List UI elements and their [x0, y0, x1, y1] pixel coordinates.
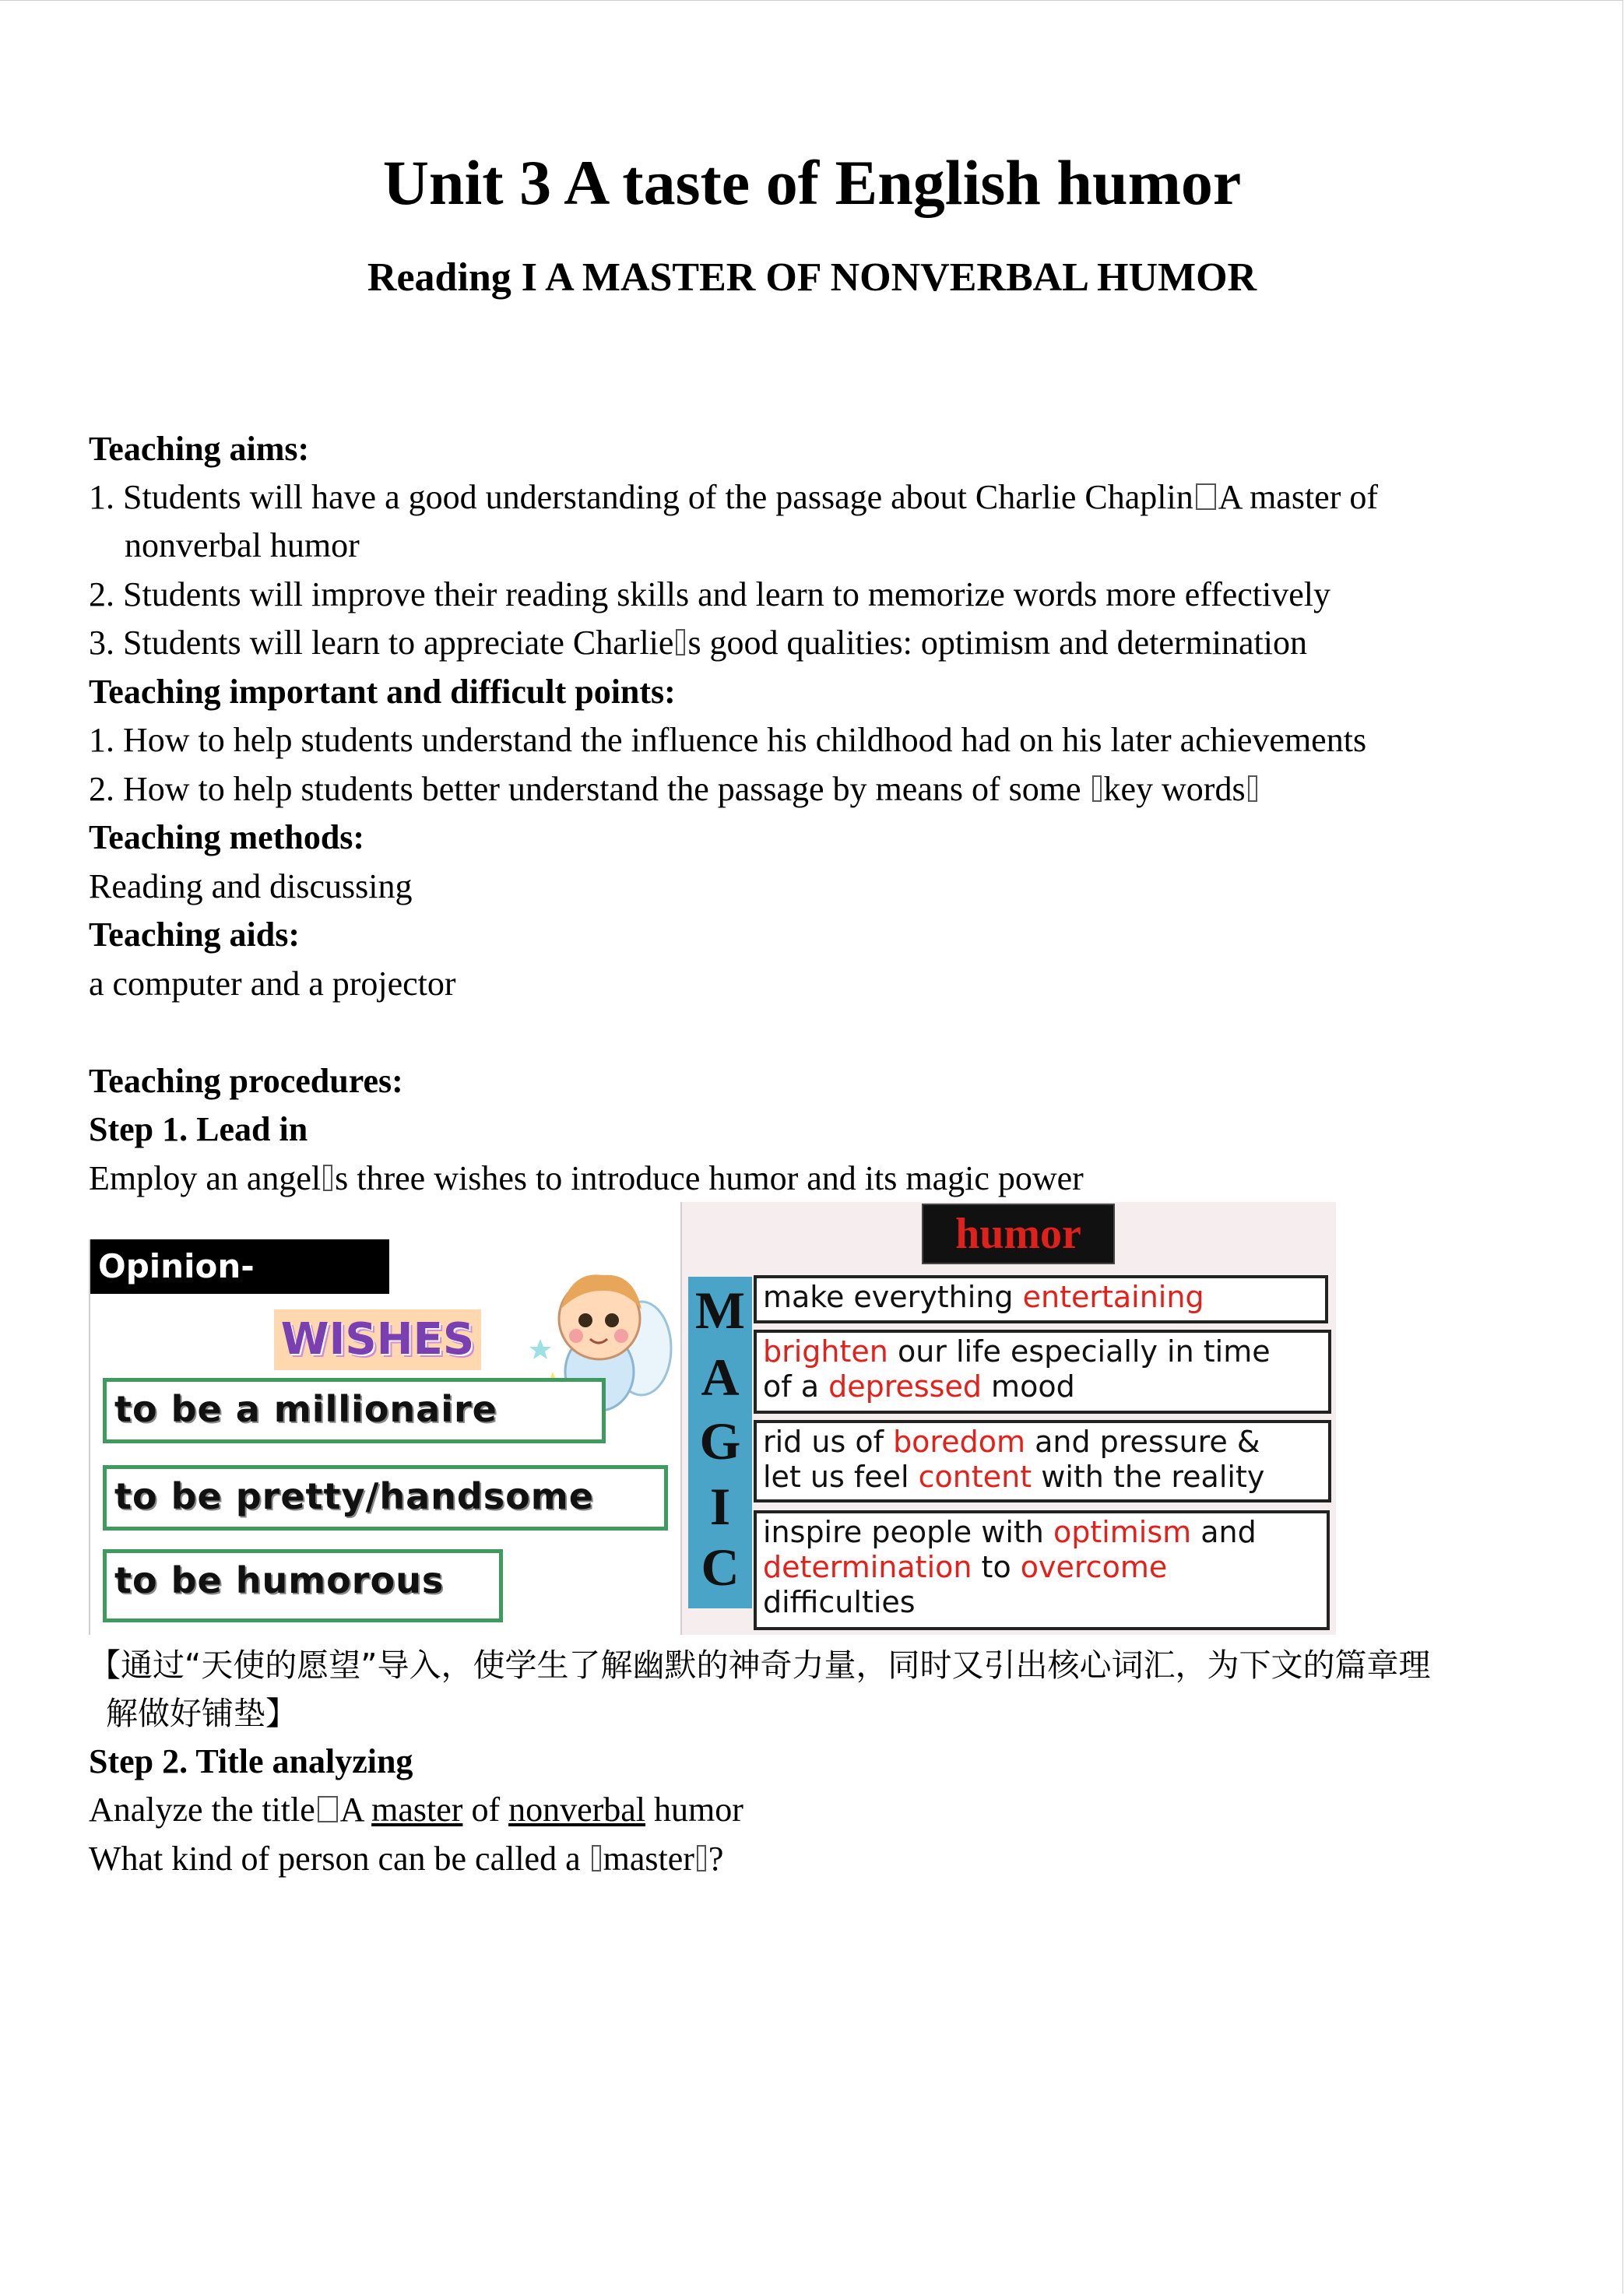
magic-letter-m: M: [694, 1281, 746, 1340]
aids-heading: Teaching aids:: [89, 916, 301, 954]
missing-glyph-box: [323, 1165, 332, 1191]
step2-analyze: Analyze the title A master of nonverbal humor: [89, 1791, 743, 1829]
magic-letter-g: G: [699, 1411, 741, 1471]
missing-glyph-box: [697, 1845, 706, 1871]
missing-glyph-box: [592, 1845, 601, 1871]
step2-question: What kind of person can be called a master ?: [89, 1840, 724, 1878]
wish-pretty-handsome: to be pretty/handsome: [103, 1465, 668, 1531]
opinion-sharing-figure: [89, 1239, 680, 1635]
magic-box-3: rid us of boredom and pressure & let us feel content with the reality: [754, 1420, 1331, 1502]
opinion-sharing-banner: Opinion-sharing: [90, 1239, 389, 1294]
missing-glyph-box: [1196, 483, 1216, 510]
step2-heading: Step 2. Title analyzing: [89, 1742, 413, 1780]
missing-glyph-box: [1092, 775, 1102, 802]
key-points-heading: Teaching important and difficult points:: [89, 673, 676, 711]
note-line-2: 解做好铺垫】: [106, 1695, 297, 1732]
note-line-1: 【通过“天使的愿望”导入，使学生了解幽默的神奇力量，同时又引出核心词汇，为下文的篇章理: [89, 1647, 1431, 1684]
key-point-2: 2. How to help students better understand the passage by means of some key words: [89, 765, 1260, 814]
aids-text: a computer and a projector: [89, 965, 456, 1003]
step1-text: Employ an angel s three wishes to introduce humor and its magic power: [89, 1159, 1084, 1197]
magic-letter-c: C: [701, 1538, 740, 1597]
aim-1: 1. Students will have a good understanding of the passage about Charlie Chaplin A master of: [89, 478, 1379, 516]
procedures-heading: Teaching procedures:: [89, 1062, 403, 1100]
missing-glyph-box: [676, 629, 685, 655]
teaching-aims-heading: Teaching aims:: [89, 430, 310, 468]
key-point-1: 1. How to help students understand the influence his childhood had on his later achievements: [89, 721, 1367, 759]
methods-heading: Teaching methods:: [89, 818, 365, 856]
humor-header: humor: [922, 1204, 1115, 1264]
missing-glyph-box: [318, 1796, 338, 1822]
missing-glyph-box: [1248, 775, 1257, 802]
page-subtitle: Reading I A MASTER OF NONVERBAL HUMOR: [367, 255, 1257, 300]
page-title: Unit 3 A taste of English humor: [382, 147, 1242, 218]
wishes-label: WISHES: [274, 1309, 481, 1370]
humor-magic-figure: [680, 1202, 1336, 1635]
wish-humorous: to be humorous: [103, 1549, 503, 1622]
aim-3: 3. Students will learn to appreciate Charlie s good qualities: optimism and determination: [89, 624, 1308, 662]
magic-box-4: inspire people with optimism and determination to overcome difficulties: [754, 1510, 1330, 1630]
step1-heading: Step 1. Lead in: [89, 1110, 308, 1148]
magic-letter-a: A: [701, 1348, 740, 1407]
magic-box-2: brighten our life especially in time of a depressed mood: [754, 1330, 1331, 1414]
aim-2: 2. Students will improve their reading skills and learn to memorize words more effectively: [89, 575, 1330, 613]
methods-text: Reading and discussing: [89, 867, 413, 905]
magic-box-1: make everything entertaining: [754, 1275, 1328, 1323]
magic-letter-i: I: [709, 1477, 731, 1536]
aim-1-cont: nonverbal humor: [125, 526, 360, 564]
wish-millionaire: to be a millionaire: [103, 1378, 606, 1443]
